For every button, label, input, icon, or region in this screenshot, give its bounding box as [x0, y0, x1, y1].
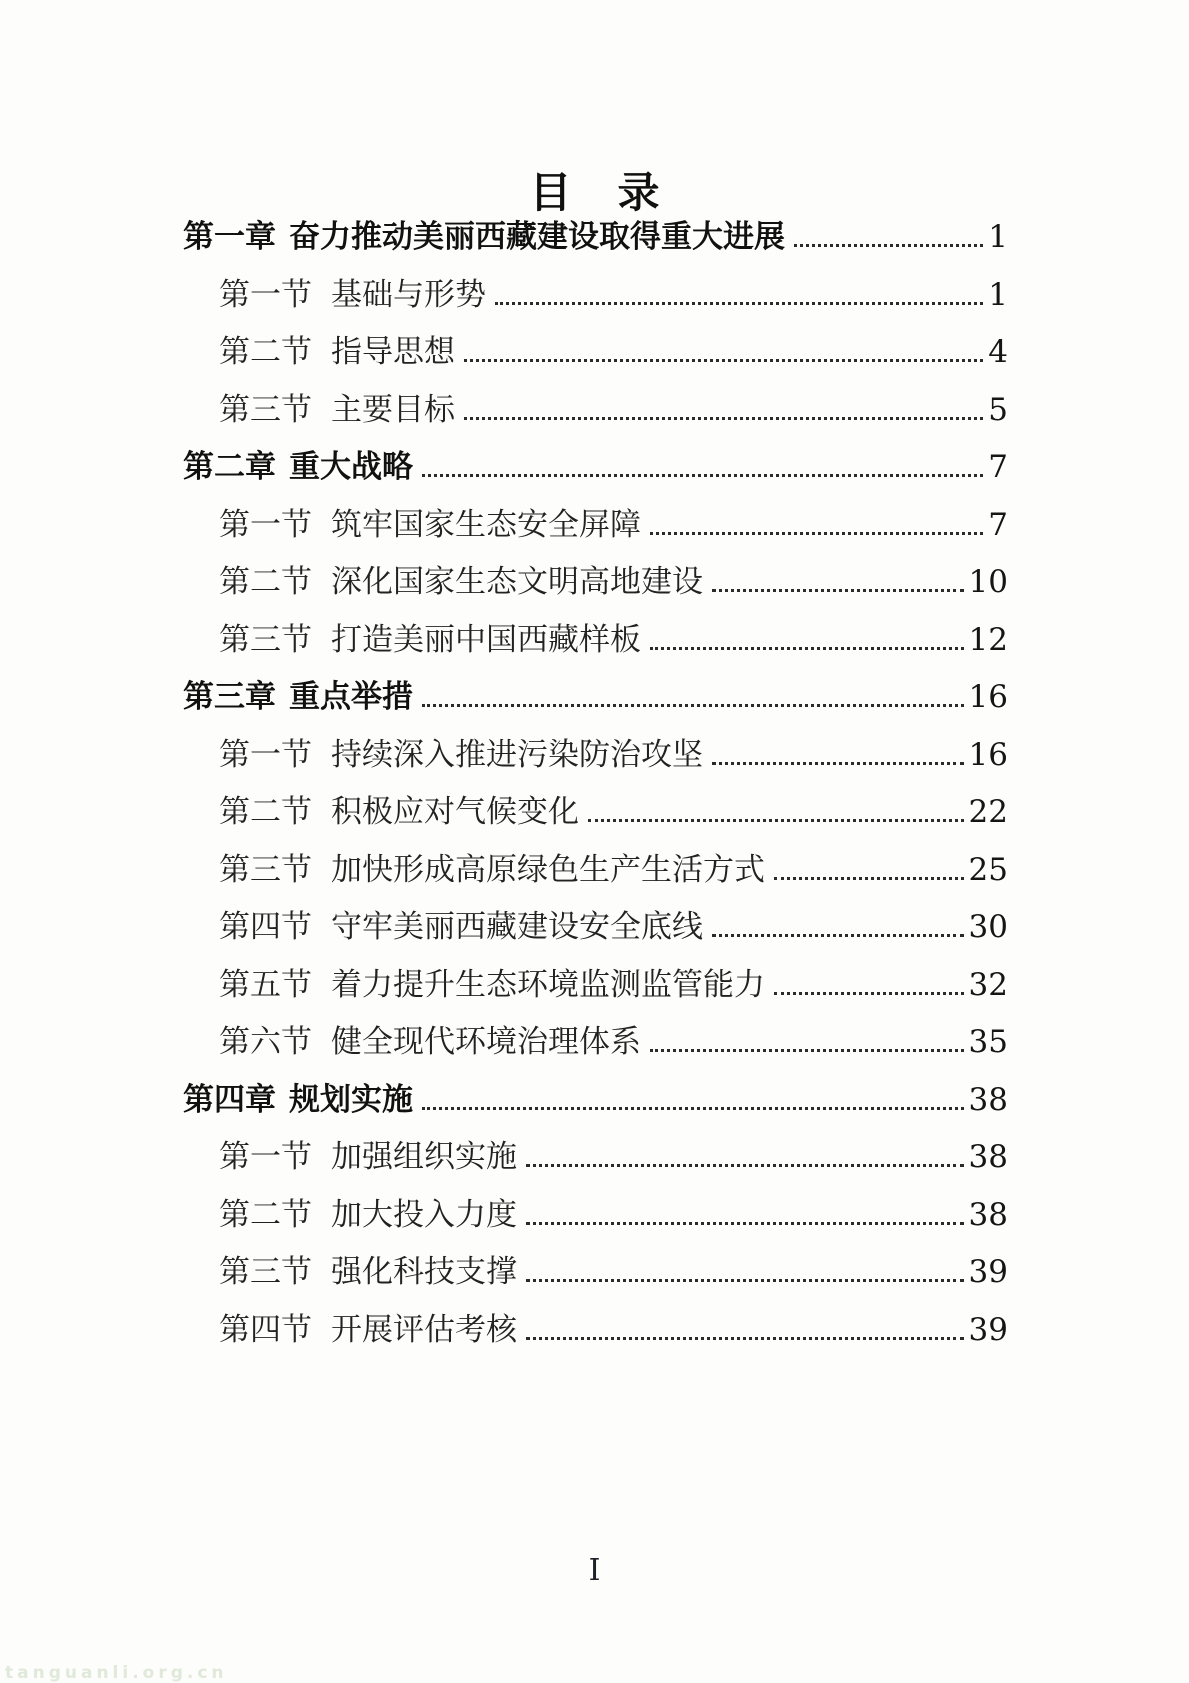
toc-section-row	[183, 1189, 1008, 1247]
toc-section-row	[183, 269, 1008, 327]
entry-number: 第四节	[219, 909, 312, 945]
entry-number: 第一节	[219, 1139, 312, 1175]
dot-leader	[712, 589, 964, 592]
dot-leader	[495, 302, 983, 305]
entry-title: 守牢美丽西藏建设安全底线	[331, 909, 703, 945]
entry-page-number: 16	[968, 679, 1008, 715]
dot-leader	[650, 647, 964, 650]
page-title: 目 录	[529, 168, 662, 218]
toc-section-row	[183, 901, 1008, 959]
toc-section-row	[183, 614, 1008, 672]
dot-leader	[526, 1222, 964, 1225]
dot-leader	[422, 1107, 964, 1110]
toc-chapter-row	[183, 211, 1008, 269]
entry-title: 开展评估考核	[331, 1311, 517, 1348]
entry-page-number: 32	[968, 966, 1008, 1003]
entry-page-number: 38	[968, 1081, 1008, 1118]
toc-list	[183, 211, 1008, 1361]
toc-section-row	[183, 1304, 1008, 1362]
toc-chapter-row	[183, 1074, 1008, 1132]
toc-section-row	[183, 556, 1008, 614]
entry-page-number: 7	[988, 506, 1008, 543]
toc-chapter-row	[183, 671, 1008, 729]
entry-number: 第二节	[219, 1196, 312, 1233]
entry-title: 筑牢国家生态安全屏障	[331, 506, 641, 543]
entry-title: 持续深入推进污染防治攻坚	[331, 736, 703, 773]
entry-page-number: 4	[988, 334, 1008, 370]
entry-title: 指导思想	[331, 334, 455, 370]
entry-number: 第三章	[183, 679, 276, 715]
toc-section-row	[183, 1131, 1008, 1189]
entry-title: 健全现代环境治理体系	[331, 1024, 641, 1060]
entry-title: 加快形成高原绿色生产生活方式	[331, 851, 765, 888]
entry-title: 奋力推动美丽西藏建设取得重大进展	[289, 219, 785, 255]
dot-leader	[422, 704, 964, 707]
entry-page-number: 38	[968, 1139, 1008, 1175]
entry-number: 第二节	[219, 564, 312, 600]
toc-section-row	[183, 786, 1008, 844]
toc-section-row	[183, 1246, 1008, 1304]
entry-title: 打造美丽中国西藏样板	[331, 621, 641, 658]
entry-title: 重大战略	[289, 449, 413, 485]
entry-page-number: 10	[968, 564, 1008, 600]
dot-leader	[464, 359, 983, 362]
dot-leader	[774, 877, 964, 880]
dot-leader	[712, 934, 964, 937]
dot-leader	[712, 762, 964, 765]
entry-number: 第一节	[219, 276, 312, 313]
dot-leader	[650, 1049, 964, 1052]
entry-number: 第一节	[219, 736, 312, 773]
dot-leader	[794, 244, 983, 247]
dot-leader	[588, 819, 964, 822]
dot-leader	[464, 417, 983, 420]
toc-section-row	[183, 959, 1008, 1017]
entry-page-number: 5	[988, 391, 1008, 428]
entry-title: 着力提升生态环境监测监管能力	[331, 966, 765, 1003]
dot-leader	[526, 1337, 964, 1340]
entry-number: 第四节	[219, 1311, 312, 1348]
toc-section-row	[183, 1016, 1008, 1074]
entry-number: 第二节	[219, 794, 312, 830]
entry-title: 规划实施	[289, 1081, 413, 1118]
entry-page-number: 25	[968, 851, 1008, 888]
watermark-text: tanguanli.org.cn	[5, 1663, 228, 1683]
entry-page-number: 39	[968, 1254, 1008, 1290]
entry-page-number: 39	[968, 1311, 1008, 1348]
entry-number: 第三节	[219, 621, 312, 658]
entry-page-number: 12	[968, 621, 1008, 658]
entry-page-number: 7	[988, 449, 1008, 485]
toc-section-row	[183, 499, 1008, 557]
dot-leader	[774, 992, 964, 995]
entry-title: 积极应对气候变化	[331, 794, 579, 830]
entry-title: 重点举措	[289, 679, 413, 715]
entry-title: 主要目标	[331, 391, 455, 428]
entry-number: 第五节	[219, 966, 312, 1003]
entry-number: 第四章	[183, 1081, 276, 1118]
footer-page-number: I	[588, 1553, 601, 1588]
entry-number: 第六节	[219, 1024, 312, 1060]
dot-leader	[526, 1164, 964, 1167]
dot-leader	[650, 532, 983, 535]
entry-number: 第二节	[219, 334, 312, 370]
dot-leader	[526, 1279, 964, 1282]
toc-section-row	[183, 844, 1008, 902]
entry-page-number: 1	[988, 219, 1008, 255]
entry-page-number: 30	[968, 909, 1008, 945]
dot-leader	[422, 474, 983, 477]
entry-title: 基础与形势	[331, 276, 486, 313]
toc-section-row	[183, 326, 1008, 384]
entry-number: 第三节	[219, 391, 312, 428]
entry-number: 第三节	[219, 1254, 312, 1290]
entry-page-number: 22	[968, 794, 1008, 830]
entry-number: 第三节	[219, 851, 312, 888]
toc-section-row	[183, 384, 1008, 442]
entry-title: 加大投入力度	[331, 1196, 517, 1233]
entry-title: 深化国家生态文明高地建设	[331, 564, 703, 600]
entry-page-number: 16	[968, 736, 1008, 773]
toc-section-row	[183, 729, 1008, 787]
entry-number: 第二章	[183, 449, 276, 485]
entry-page-number: 38	[968, 1196, 1008, 1233]
entry-page-number: 35	[968, 1024, 1008, 1060]
entry-number: 第一节	[219, 506, 312, 543]
entry-title: 强化科技支撑	[331, 1254, 517, 1290]
entry-page-number: 1	[988, 276, 1008, 313]
toc-chapter-row	[183, 441, 1008, 499]
entry-number: 第一章	[183, 219, 276, 255]
entry-title: 加强组织实施	[331, 1139, 517, 1175]
